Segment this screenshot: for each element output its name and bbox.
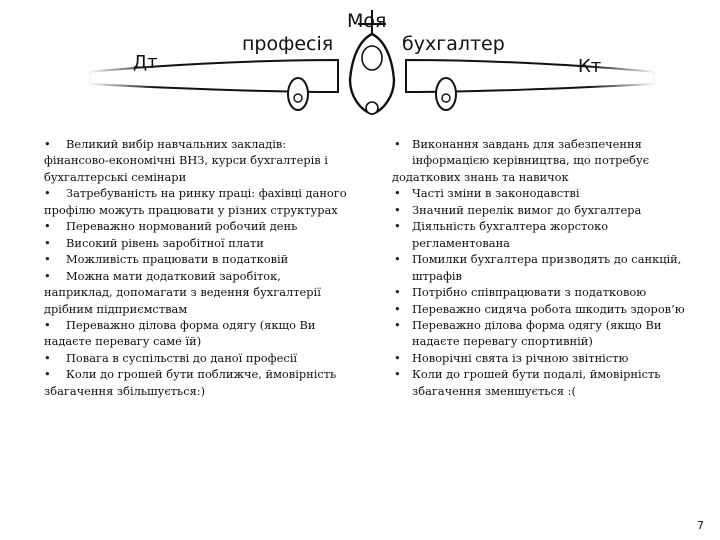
list-item-text: Повага в суспільстві до даної bbox=[66, 350, 243, 365]
list-item-text: Затребуваність на ринку праці: bbox=[66, 186, 256, 201]
list-item bbox=[392, 301, 688, 317]
list-item bbox=[44, 235, 350, 251]
list-item-continuation: фінансово-економічні ВНЗ, курси бухгалтерів і бухгалтерські семінари bbox=[44, 153, 328, 184]
bullet-icon: • bbox=[394, 219, 401, 234]
list-item bbox=[392, 366, 688, 399]
debit-label: Дт bbox=[133, 52, 158, 73]
list-item-continuation: ймовірність збагачення збільшується:) bbox=[44, 367, 337, 398]
bullet-icon: • bbox=[394, 367, 401, 382]
list-item-text: Переважно ділова форма одягу bbox=[66, 317, 257, 332]
bullet-icon: • bbox=[44, 186, 51, 201]
list-item-text: Коли до грошей бути подалі, ймовірність збагачення зменшується :( bbox=[412, 367, 661, 398]
bullet-icon: • bbox=[44, 137, 51, 151]
title-accountant: бухгалтер bbox=[402, 33, 505, 55]
bullet-icon: • bbox=[394, 285, 401, 300]
list-item-text: Значний перелік вимог до бухгалтера bbox=[412, 202, 642, 217]
list-item-text: Можна мати додатковий заробіток, bbox=[66, 268, 281, 283]
list-item bbox=[44, 350, 350, 366]
list-item bbox=[392, 218, 688, 251]
bullet-icon: • bbox=[394, 252, 401, 267]
list-item bbox=[392, 317, 688, 350]
list-item-text: Високий рівень заробітної плати bbox=[66, 235, 264, 250]
credit-label: Кт bbox=[578, 56, 602, 77]
list-item bbox=[392, 284, 688, 300]
pros-column bbox=[44, 136, 350, 399]
list-item-continuation: фахівці даного профілю можуть працювати у різних структурах bbox=[44, 186, 347, 217]
list-item-continuation: (якщо Ви надаєте перевагу саме їй) bbox=[44, 317, 316, 349]
title-profession: професія bbox=[242, 33, 334, 55]
list-item bbox=[392, 350, 688, 366]
page-number: 7 bbox=[697, 519, 704, 532]
list-item-continuation: додаткових знань та навичок bbox=[392, 169, 569, 184]
list-item-text: Діяльність бухгалтера жорстоко регламентована bbox=[412, 219, 609, 250]
bullet-icon: • bbox=[394, 350, 401, 365]
list-item bbox=[44, 268, 350, 317]
bullet-icon: • bbox=[394, 301, 401, 316]
list-item bbox=[44, 366, 350, 399]
bullet-icon: • bbox=[44, 219, 51, 234]
list-item-text: Переважно сидяча робота шкодить здоров’ю bbox=[412, 301, 685, 316]
list-item bbox=[44, 218, 350, 234]
list-item-continuation: наприклад, допомагати з ведення бухгалтерії дрібним підприємствам bbox=[44, 285, 321, 316]
bullet-icon: • bbox=[44, 350, 51, 365]
list-item bbox=[392, 251, 688, 284]
title-my: Моя bbox=[347, 10, 387, 32]
list-item bbox=[44, 317, 350, 350]
list-item bbox=[44, 185, 350, 218]
list-item bbox=[392, 202, 688, 218]
list-item-text: Часті зміни в законодавстві bbox=[412, 186, 580, 201]
list-item bbox=[392, 185, 688, 201]
cons-column bbox=[392, 136, 688, 399]
list-item-text: Переважно нормований робочий день bbox=[66, 219, 298, 234]
list-item-text: Переважно ділова форма одягу (якщо Ви надаєте перевагу спортивній) bbox=[412, 317, 662, 349]
list-item-text: Великий вибір навчальних закладів: bbox=[66, 137, 287, 151]
list-item-continuation: професії bbox=[245, 350, 297, 365]
list-item-text: Можливість працювати в податковій bbox=[66, 252, 289, 267]
list-item-text: Коли до грошей бути поближче, bbox=[66, 367, 262, 382]
list-item bbox=[392, 136, 688, 185]
bullet-icon: • bbox=[44, 252, 51, 267]
bullet-icon: • bbox=[394, 137, 401, 151]
list-item bbox=[44, 136, 350, 185]
bullet-icon: • bbox=[44, 235, 51, 250]
bullet-icon: • bbox=[394, 317, 401, 332]
list-item-text: Виконання завдань для забезпечення інформацією керівництва, що потребує bbox=[412, 137, 650, 168]
bullet-icon: • bbox=[44, 317, 51, 332]
bullet-icon: • bbox=[44, 268, 51, 283]
list-item bbox=[44, 251, 350, 267]
list-item-text: Потрібно співпрацювати з податковою bbox=[412, 285, 647, 300]
bullet-icon: • bbox=[44, 367, 51, 382]
list-item-text: Помилки бухгалтера призводять до санкцій, штрафів bbox=[412, 252, 682, 283]
bullet-icon: • bbox=[394, 186, 401, 201]
bullet-icon: • bbox=[394, 202, 401, 217]
list-item-text: Новорічні свята із річною звітністю bbox=[412, 350, 629, 365]
